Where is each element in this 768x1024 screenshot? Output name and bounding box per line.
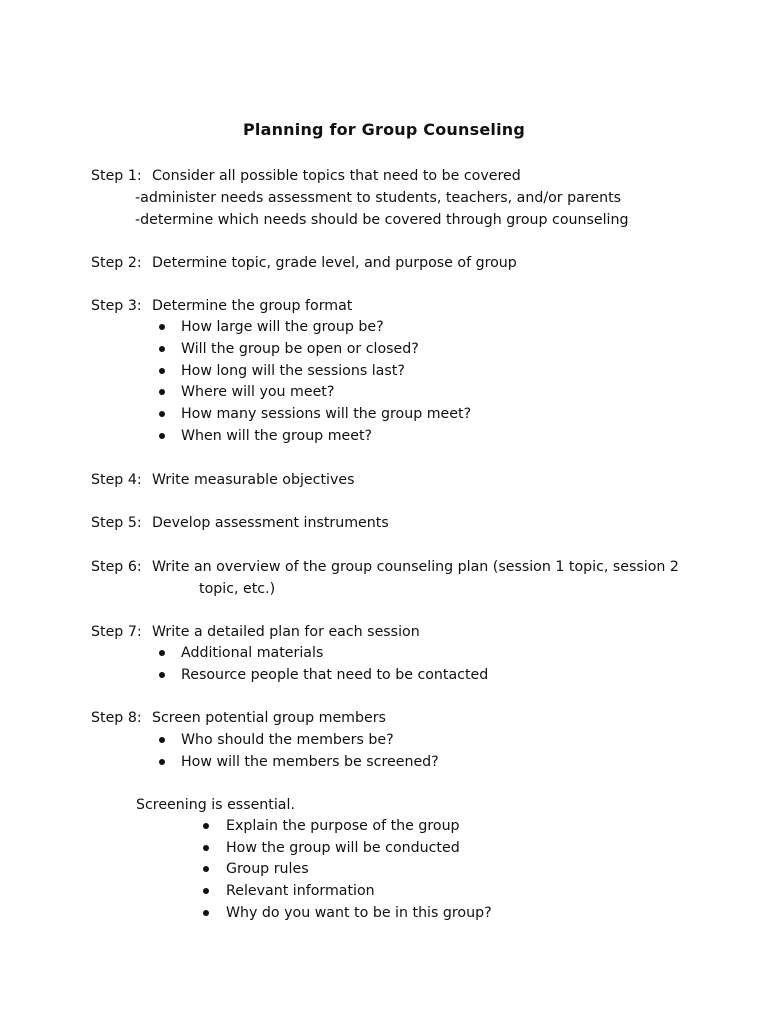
step-text: Write an overview of the group counseling plan (session 1 topic, session 2 [152, 559, 679, 575]
bullet-icon [203, 888, 209, 894]
bullet-icon [159, 324, 165, 330]
step-text: Develop assessment instruments [152, 515, 389, 531]
step-text: Write a detailed plan for each session [152, 624, 420, 640]
list-item: How the group will be conducted [226, 840, 460, 856]
step-label: Step 1: [91, 168, 142, 184]
bullet-icon [159, 759, 165, 765]
list-item: Relevant information [226, 883, 375, 899]
bullet-icon [159, 672, 165, 678]
step-text: Screen potential group members [152, 710, 386, 726]
step-1-sub: -administer needs assessment to students, teachers, and/or parents [135, 190, 622, 206]
step-7 [91, 622, 420, 642]
bullet-icon [159, 433, 165, 439]
step-label: Step 7: [91, 624, 142, 640]
step-label: Step 3: [91, 298, 142, 314]
bullet-icon [159, 737, 165, 743]
bullet-icon [159, 389, 165, 395]
list-item: How long will the sessions last? [181, 363, 405, 379]
step-5 [91, 513, 389, 533]
step-label: Step 6: [91, 559, 142, 575]
step-3 [91, 296, 352, 316]
bullet-icon [203, 823, 209, 829]
screening-heading: Screening is essential. [136, 797, 295, 813]
step-6 [91, 557, 679, 577]
bullet-icon [159, 346, 165, 352]
bullet-icon [203, 845, 209, 851]
list-item: How large will the group be? [181, 319, 384, 335]
list-item: Where will you meet? [181, 384, 335, 400]
step-1-sub: -determine which needs should be covered through group counseling [135, 212, 629, 228]
step-text: Consider all possible topics that need to be covered [152, 168, 521, 184]
step-label: Step 8: [91, 710, 142, 726]
list-item: Will the group be open or closed? [181, 341, 419, 357]
list-item: When will the group meet? [181, 428, 373, 444]
step-8 [91, 708, 386, 728]
step-label: Step 5: [91, 515, 142, 531]
step-text: Determine the group format [152, 298, 353, 314]
step-4 [91, 470, 354, 490]
bullet-icon [159, 368, 165, 374]
step-text: Write measurable objectives [152, 472, 355, 488]
step-label: Step 2: [91, 255, 142, 271]
list-item: Resource people that need to be contacted [181, 667, 489, 683]
list-item: How will the members be screened? [181, 754, 439, 770]
list-item: Who should the members be? [181, 732, 394, 748]
page-title: Planning for Group Counseling [242, 120, 526, 139]
list-item: Explain the purpose of the group [226, 818, 460, 834]
bullet-icon [203, 866, 209, 872]
list-item: Why do you want to be in this group? [226, 905, 492, 921]
list-item: Group rules [226, 861, 309, 877]
bullet-icon [159, 650, 165, 656]
step-6-continuation: topic, etc.) [199, 581, 276, 597]
list-item: How many sessions will the group meet? [181, 406, 472, 422]
list-item: Additional materials [181, 645, 324, 661]
step-label: Step 4: [91, 472, 142, 488]
bullet-icon [203, 910, 209, 916]
bullet-icon [159, 411, 165, 417]
step-1 [91, 166, 521, 186]
step-2 [91, 253, 517, 273]
step-text: Determine topic, grade level, and purpose of group [152, 255, 517, 271]
